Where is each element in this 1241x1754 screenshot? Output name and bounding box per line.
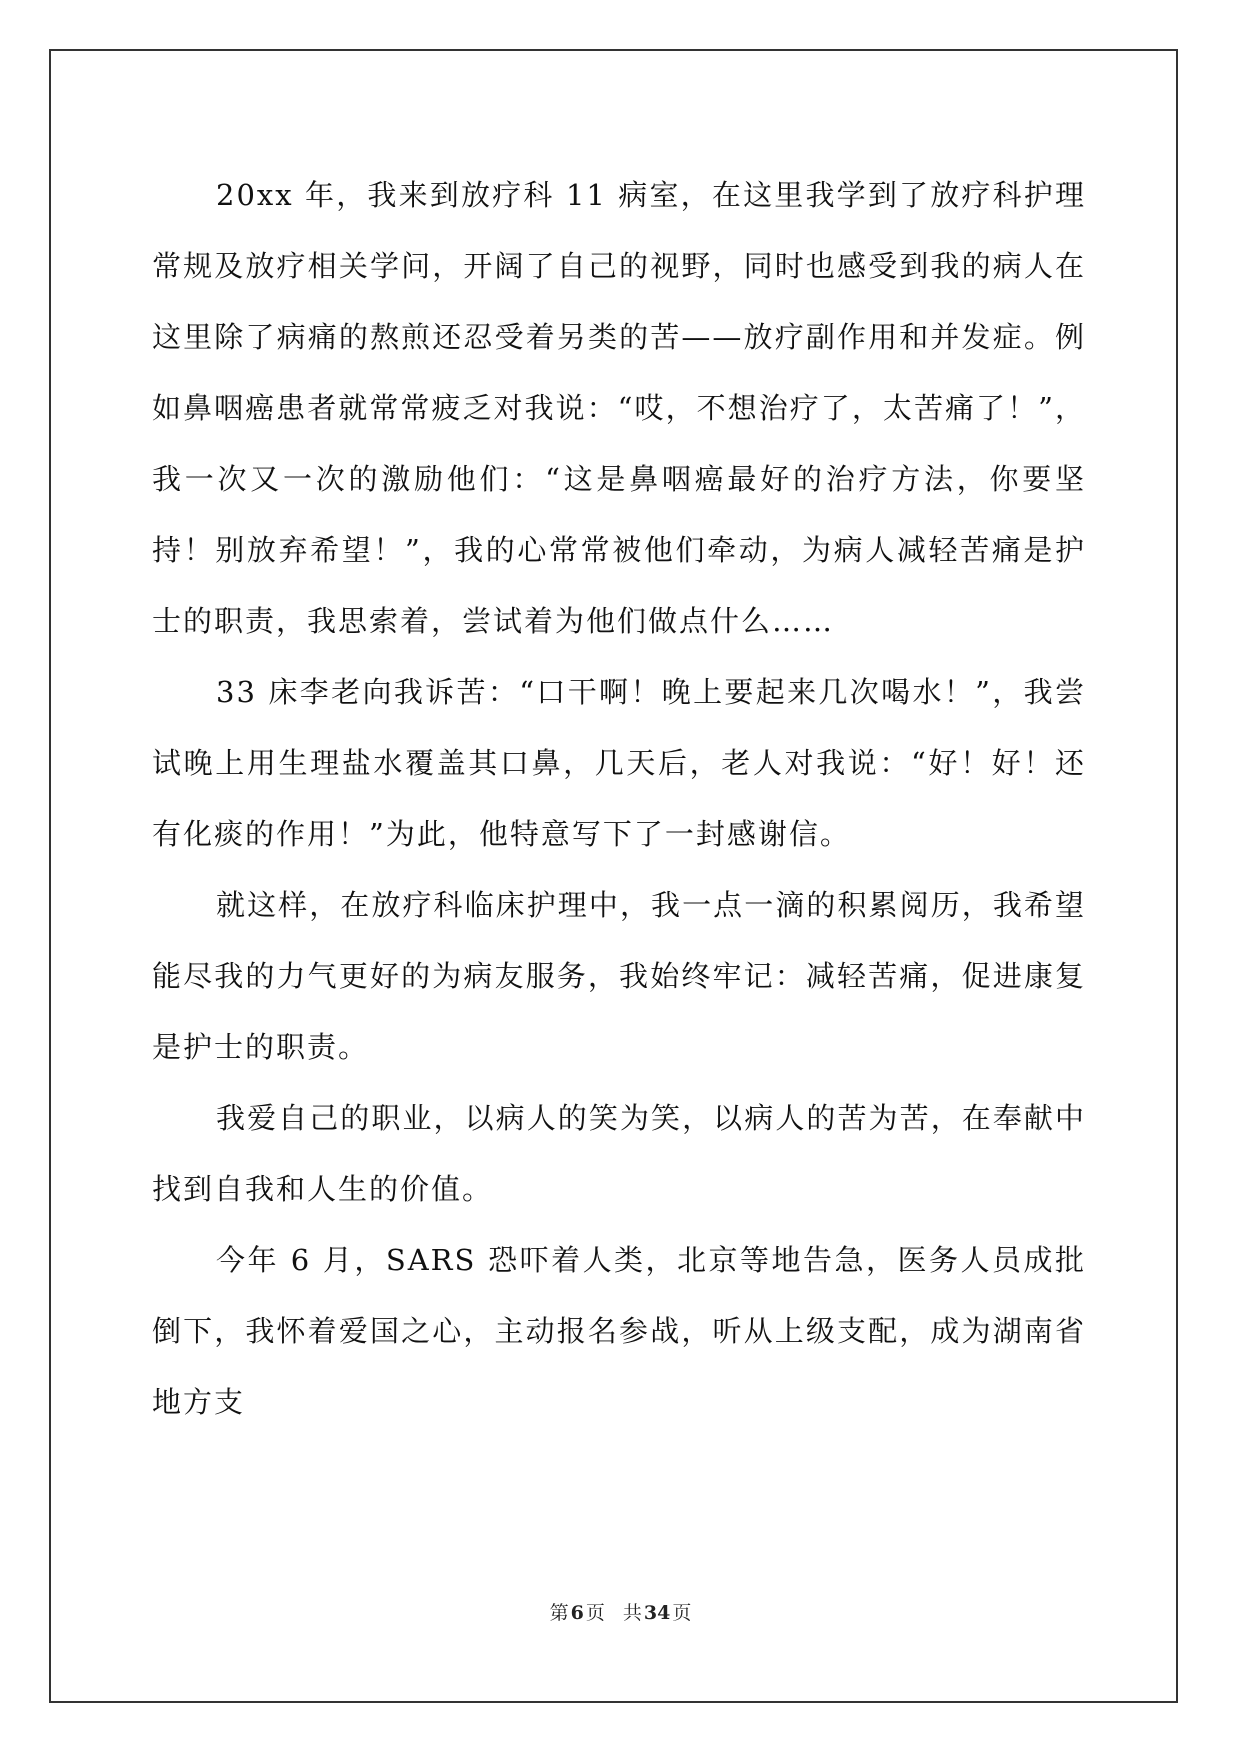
document-body <box>152 160 1086 1438</box>
paragraph: 就这样，在放疗科临床护理中，我一点一滴的积累阅历，我希望能尽我的力气更好的为病友服务，我始终牢记：减轻苦痛，促进康复是护士的职责。 <box>152 888 1086 1064</box>
page-suffix: 页 <box>585 1602 605 1624</box>
page-prefix: 第 <box>549 1602 569 1624</box>
paragraph: 今年 6 月，SARS 恐吓着人类，北京等地告急，医务人员成批倒下，我怀着爱国之心，主动报名参战，听从上级支配，成为湖南省地方支 <box>152 1243 1086 1419</box>
page-number: 6 <box>570 1602 584 1624</box>
paragraph: 20xx 年，我来到放疗科 11 病室，在这里我学到了放疗科护理常规及放疗相关学问，开阔了自己的视野，同时也感受到我的病人在这里除了病痛的熬煎还忍受着另类的苦——放疗副作用和并发症。例如鼻咽癌患者就常常疲乏对我说：“哎，不想治疗了，太苦痛了！”，我一次又一次的激励他们：“这是鼻咽癌最好的治疗方法，你要坚持！别放弃希望！”，我的心常常被他们牵动，为病人减轻苦痛是护士的职责，我思索着，尝试着为他们做点什么…… <box>152 178 1086 638</box>
paragraph: 33 床李老向我诉苦：“口干啊！晚上要起来几次喝水！”，我尝试晚上用生理盐水覆盖其口鼻，几天后，老人对我说：“好！好！还有化痰的作用！”为此，他特意写下了一封感谢信。 <box>152 675 1086 851</box>
paragraph: 我爱自己的职业，以病人的笑为笑，以病人的苦为苦，在奉献中找到自我和人生的价值。 <box>152 1101 1086 1206</box>
total-prefix: 共 <box>622 1602 642 1624</box>
total-suffix: 页 <box>672 1602 692 1624</box>
page-footer <box>0 1598 1241 1625</box>
total-pages: 34 <box>643 1602 671 1624</box>
